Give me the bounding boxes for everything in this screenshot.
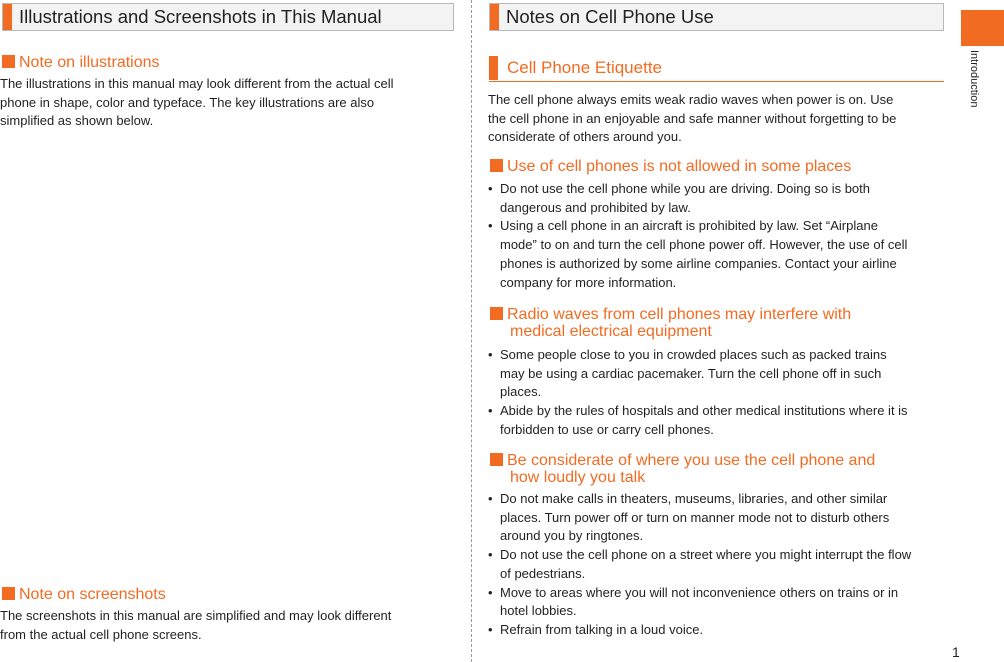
list-item: • Some people close to you in crowded places such as packed trains may be using a cardiac pacemaker. Turn the cell phone off in such places. <box>488 346 912 402</box>
title-accent-bar <box>490 4 499 30</box>
illustrations-heading: Note on illustrations <box>2 54 160 71</box>
left-page-title <box>2 3 454 31</box>
not-allowed-list <box>488 180 908 292</box>
right-title-text: Notes on Cell Phone Use <box>506 6 714 27</box>
section-considerate-heading: Be considerate of where you use the cell phone and how loudly you talk <box>490 452 875 486</box>
chapter-label: Introduction <box>968 50 980 108</box>
chapter-tab <box>961 10 1004 46</box>
square-bullet-icon <box>2 587 15 600</box>
list-item: • Do not use the cell phone on a street where you might interrupt the flow of pedestrians. <box>488 546 912 583</box>
list-item: • Do not make calls in theaters, museums, libraries, and other similar places. Turn power off or turn on manner mode not to disturb others around you by ringtones. <box>488 490 912 546</box>
subhead-accent-bar <box>489 56 498 80</box>
illustrations-body: The illustrations in this manual may look different from the actual cell phone in shape, color and typeface. The key illustrations are also simplified as shown below. <box>0 76 394 129</box>
column-divider <box>471 0 472 662</box>
considerate-list <box>488 490 912 640</box>
square-bullet-icon <box>2 55 15 68</box>
list-item: • Move to areas where you will not inconvenience others on trains or in hotel lobbies. <box>488 584 912 621</box>
title-accent-bar <box>3 4 12 30</box>
section-medical-heading: Radio waves from cell phones may interfere with medical electrical equipment <box>490 306 851 340</box>
square-bullet-icon <box>490 453 503 466</box>
etiquette-intro: The cell phone always emits weak radio waves when power is on. Use the cell phone in an enjoyable and safe manner without forgetting to be considerate of others around you. <box>488 92 897 145</box>
page-number: 1 <box>952 644 960 660</box>
screenshots-body: The screenshots in this manual are simplified and may look different from the actual cell phone screens. <box>0 608 392 642</box>
etiquette-heading: Cell Phone Etiquette <box>489 55 944 82</box>
list-item: • Refrain from talking in a loud voice. <box>488 621 912 640</box>
right-page-title <box>489 3 944 31</box>
screenshots-heading: Note on screenshots <box>2 586 166 603</box>
section-not-allowed-heading: Use of cell phones is not allowed in some places <box>490 158 851 175</box>
left-title-text: Illustrations and Screenshots in This Manual <box>19 6 382 27</box>
square-bullet-icon <box>490 159 503 172</box>
square-bullet-icon <box>490 307 503 320</box>
list-item: • Abide by the rules of hospitals and other medical institutions where it is forbidden to use or carry cell phones. <box>488 402 912 439</box>
medical-list <box>488 346 912 440</box>
list-item: • Do not use the cell phone while you are driving. Doing so is both dangerous and prohibited by law. <box>488 180 908 217</box>
list-item: • Using a cell phone in an aircraft is prohibited by law. Set “Airplane mode” to on and turn the cell phone power off. However, the use of cell phones is authorized by some airline companies. Contact your airline company for more information. <box>488 217 908 292</box>
